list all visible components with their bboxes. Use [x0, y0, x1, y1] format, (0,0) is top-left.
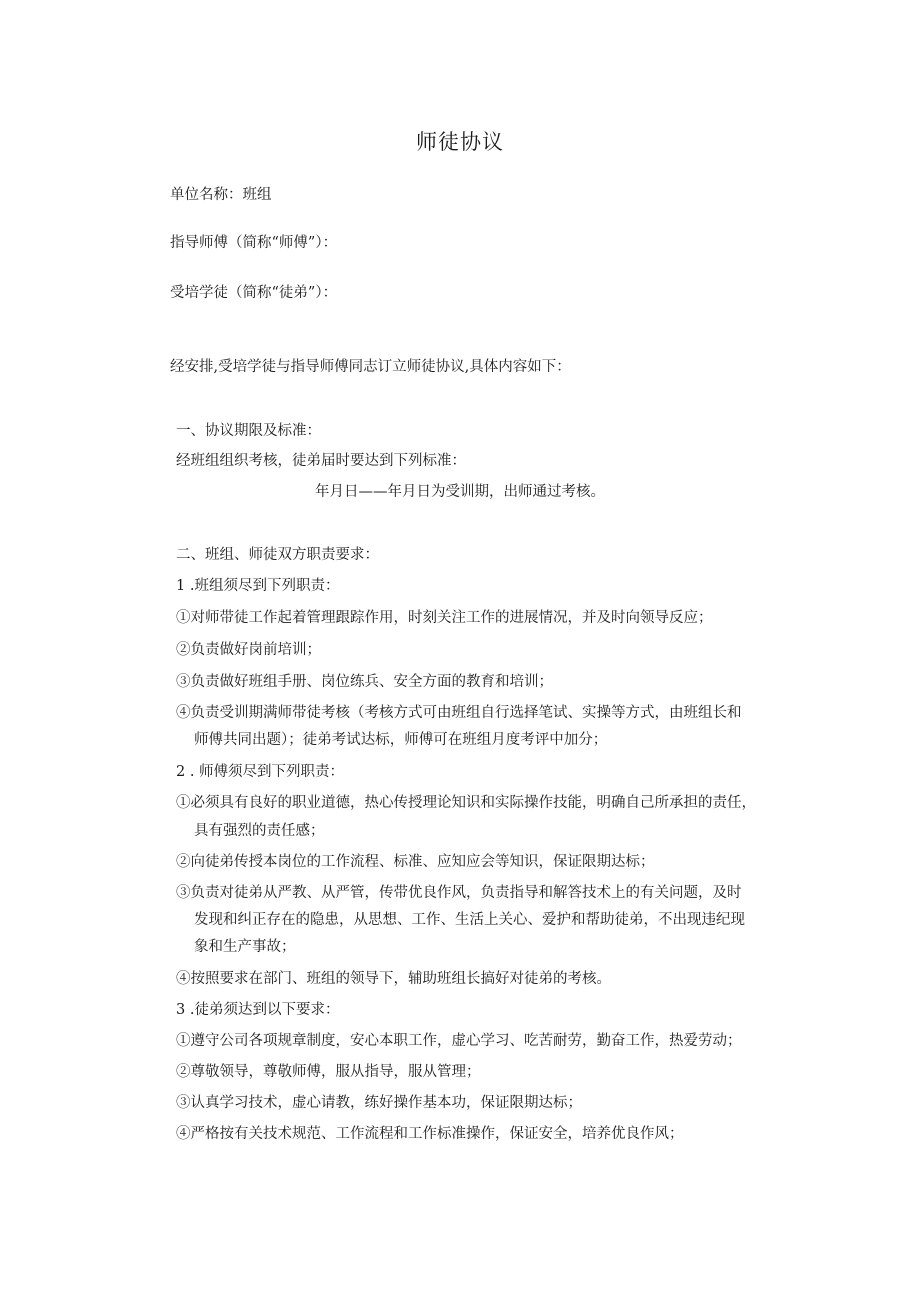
part1-item2: ②负责做好岗前培训；: [176, 642, 321, 658]
section2-heading: 二、班组、师徒双方职责要求：: [176, 547, 379, 563]
part3-item1: ①遵守公司各项规章制度，安心本职工作，虚心学习、吃苦耐劳，勤奋工作，热爱劳动；: [176, 1033, 742, 1049]
part2-item1-line1: ①必须具有良好的职业道德，热心传授理论知识和实际操作技能，明确自己所承担的责任，: [176, 795, 756, 811]
part3-item4: ④严格按有关技术规范、工作流程和工作标准操作，保证安全，培养优良作风；: [176, 1126, 684, 1142]
part1-item3: ③负责做好班组手册、岗位练兵、安全方面的教育和培训；: [176, 674, 553, 690]
section1-heading: 一、协议期限及标准：: [176, 423, 321, 439]
document-title: 师徒协议: [416, 130, 504, 154]
part2-item2: ②向徒弟传授本岗位的工作流程、标准、应知应会等知识，保证限期达标；: [176, 854, 655, 870]
part1-heading: 1 .班组须尽到下列职责：: [176, 578, 340, 594]
part2-item4: ④按照要求在部门、班组的领导下，辅助班组长搞好对徒弟的考核。: [176, 971, 611, 987]
intro-paragraph: 经安排,受培学徒与指导师傅同志订立师徒协议,具体内容如下：: [170, 359, 571, 375]
part1-item1: ①对师带徒工作起着管理跟踪作用，时刻关注工作的进展情况，并及时向领导反应；: [176, 610, 713, 626]
part2-item1-line2: 具有强烈的责任感；: [194, 823, 325, 839]
part3-item2: ②尊敬领导，尊敬师傅，服从指导，服从管理；: [176, 1064, 481, 1080]
part2-item3-line1: ③负责对徒弟从严教、从严管，传带优良作风，负责指导和解答技术上的有关问题，及时: [176, 885, 742, 901]
unit-name-line: 单位名称：班组: [170, 187, 272, 203]
part3-heading: 3 .徒弟须达到以下要求：: [176, 1002, 340, 1018]
part1-item4-line1: ④负责受训期满师带徒考核（考核方式可由班组自行选择笔试、实操等方式，由班组长和: [176, 705, 742, 721]
section1-line1: 经班组组织考核，徒弟届时要达到下列标准：: [176, 453, 466, 469]
apprentice-line: 受培学徒（简称“徒弟”）：: [170, 285, 338, 301]
part3-item3: ③认真学习技术，虚心请教，练好操作基本功，保证限期达标；: [176, 1095, 582, 1111]
master-line: 指导师傅（简称“师傅”）：: [170, 235, 338, 251]
part2-item3-line3: 象和生产事故；: [194, 939, 296, 955]
part2-item3-line2: 发现和纠正存在的隐患，从思想、工作、生活上关心、爱护和帮助徒弟，不出现违纪现: [194, 912, 745, 928]
part2-heading: 2 . 师傅须尽到下列职责：: [176, 764, 345, 780]
part1-item4-line2: 师傅共同出题）；徒弟考试达标，师傅可在班组月度考评中加分；: [194, 732, 608, 748]
section1-line2: 年月日——年月日为受训期，出师通过考核。: [315, 484, 605, 500]
